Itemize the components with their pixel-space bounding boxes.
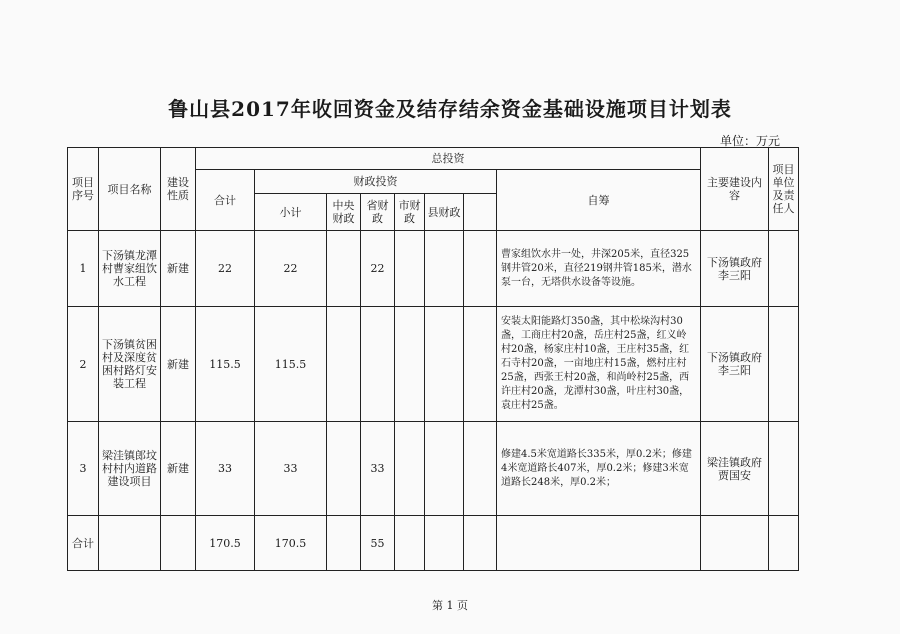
row-central [327,231,361,307]
header-county: 县财政 [425,194,464,231]
row-remark [769,422,799,516]
totals-unit-person [701,516,769,571]
header-subtotal: 小计 [255,194,327,231]
row-provincial [361,307,395,422]
row-name: 下汤镇贫困村及深度贫困村路灯安装工程 [99,307,161,422]
row-city [395,307,425,422]
project-table [67,147,799,571]
row-central [327,422,361,516]
row-remark [769,307,799,422]
row-self [464,307,497,422]
totals-subtotal: 170.5 [255,516,327,571]
row-provincial: 33 [361,422,395,516]
row-subtotal: 33 [255,422,327,516]
row-subtotal: 115.5 [255,307,327,422]
row-city [395,422,425,516]
row-total: 33 [196,422,255,516]
header-fiscal: 财政投资 [255,170,497,194]
row-self [464,422,497,516]
row-county [425,307,464,422]
totals-row [68,516,799,571]
header-content: 主要建设内容 [701,148,769,231]
totals-content [497,516,701,571]
row-total: 22 [196,231,255,307]
row-county [425,231,464,307]
row-unit-person: 下汤镇政府李三阳 [701,231,769,307]
row-county [425,422,464,516]
header-unit-person: 项目单位及责任人 [769,148,799,231]
header-seq: 项目序号 [68,148,99,231]
row-self [464,231,497,307]
header-nature: 建设性质 [161,148,196,231]
header-city: 市财政 [395,194,425,231]
header-self: 自筹 [497,170,701,231]
totals-empty [161,516,196,571]
header-total: 合计 [196,170,255,231]
row-city [395,231,425,307]
totals-county [425,516,464,571]
row-nature: 新建 [161,231,196,307]
row-name: 梁洼镇郎坟村村内道路建设项目 [99,422,161,516]
row-seq: 3 [68,422,99,516]
totals-provincial: 55 [361,516,395,571]
row-provincial: 22 [361,231,395,307]
row-seq: 2 [68,307,99,422]
row-central [327,307,361,422]
row-name: 下汤镇龙潭村曹家组饮水工程 [99,231,161,307]
header-name: 项目名称 [99,148,161,231]
page-number: 第 1 页 [432,599,468,612]
row-unit-person: 下汤镇政府李三阳 [701,307,769,422]
totals-self [464,516,497,571]
row-total: 115.5 [196,307,255,422]
totals-city [395,516,425,571]
row-content: 修建4.5米宽道路长335米，厚0.2米；修建4米宽道路长407米，厚0.2米；修建3米宽道路长248米，厚0.2米； [497,422,701,516]
row-content: 曹家组饮水井一处，井深205米，直径325钢井管20米，直径219钢井管185米，潜水泵一台，无塔供水设备等设施。 [497,231,701,307]
header-total-investment: 总投资 [196,148,701,170]
table-row [68,422,799,516]
totals-remark [769,516,799,571]
row-subtotal: 22 [255,231,327,307]
page-title: 鲁山县2017年收回资金及结存结余资金基础设施项目计划表 [168,97,732,121]
table-row [68,307,799,422]
unit-label: 单位：万元 [720,134,781,148]
row-content: 安装太阳能路灯350盏，其中松垛沟村30盏，工商庄村20盏，岳庄村25盏，红义岭村20盏，杨家庄村10盏，王庄村35盏，红石寺村20盏，一亩地庄村15盏，燃村庄村25盏，西张王村20盏，和尚岭村25盏，西许庄村20盏，龙潭村30盏，叶庄村30盏，袁庄村25盏。 [497,307,701,422]
totals-empty [99,516,161,571]
row-seq: 1 [68,231,99,307]
row-nature: 新建 [161,307,196,422]
header-provincial: 省财政 [361,194,395,231]
header-central: 中央财政 [327,194,361,231]
totals-central [327,516,361,571]
row-unit-person: 梁洼镇政府贾国安 [701,422,769,516]
totals-label: 合计 [68,516,99,571]
table-row [68,231,799,307]
row-nature: 新建 [161,422,196,516]
totals-total: 170.5 [196,516,255,571]
row-remark [769,231,799,307]
